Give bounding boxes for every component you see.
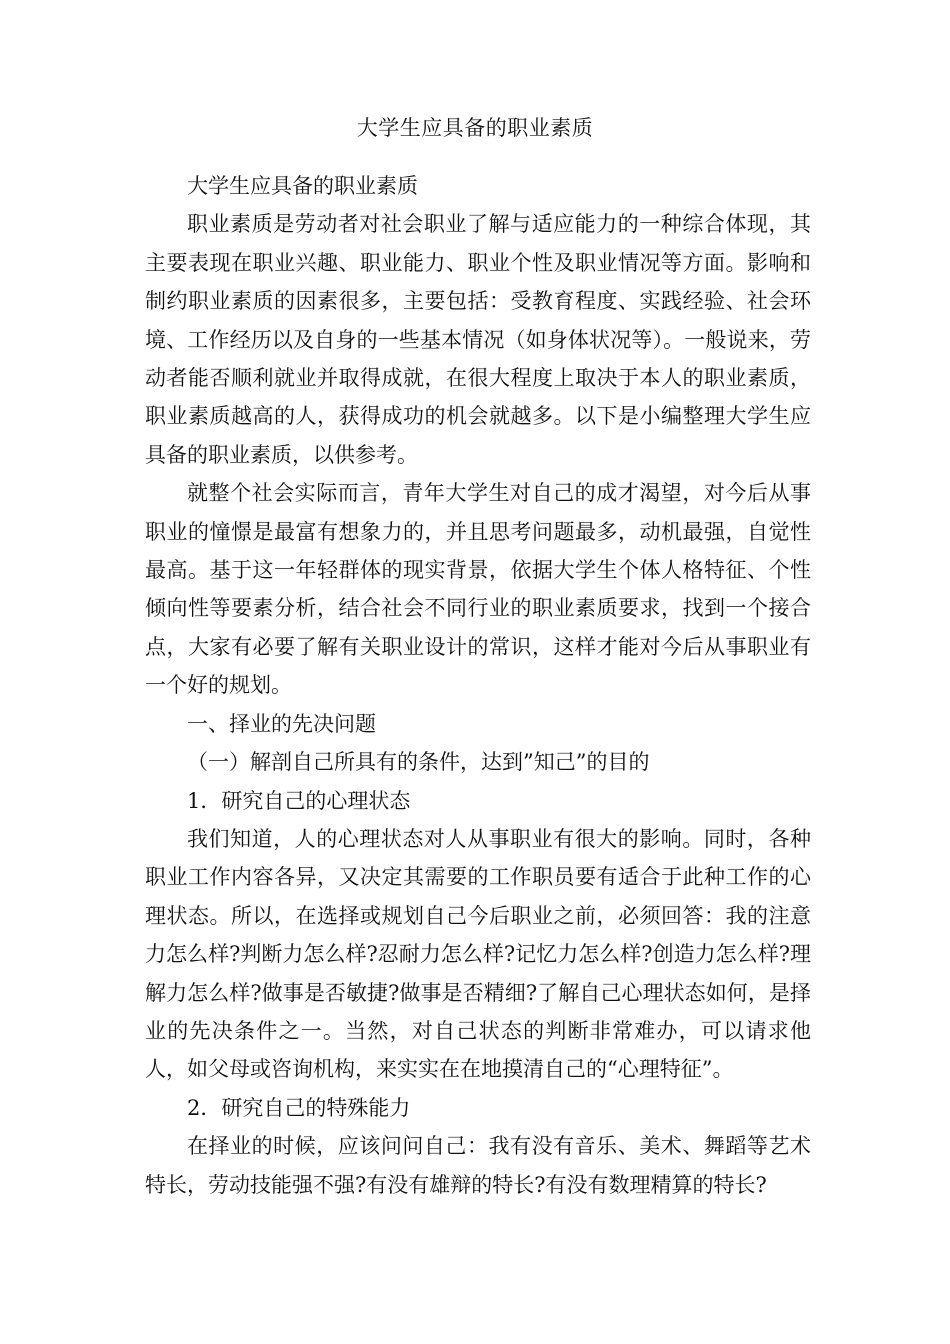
chapter-heading: 一、择业的先决问题 <box>187 711 376 736</box>
item-heading: 2．研究自己的特殊能力 <box>187 1095 411 1120</box>
intro-paragraph: 职业素质是劳动者对社会职业了解与适应能力的一种综合体现，其主要表现在职业兴趣、职业能力、职业个性及职业情况等方面。影响和制约职业素质的因素很多，主要包括：受教育程度、实践经验、社会环境、工作经历以及自身的一些基本情况（如身体状况等）。一般说来，劳动者能否顺利就业并取得成就，在很大程度上取决于本人的职业素质，职业素质越高的人，获得成功的机会就越多。以下是小编整理大学生应具备的职业素质，以供参考。 <box>145 212 811 467</box>
section-heading: 大学生应具备的职业素质 <box>187 174 418 198</box>
body-paragraph: 我们知道，人的心理状态对人从事职业有很大的影响。同时，各种职业工作内容各异，又决定其需要的工作职员要有适合于此种工作的心理状态。所以，在选择或规划自己今后职业之前，必须回答：我的注意力怎么样?判断力怎么样?忍耐力怎么样?记忆力怎么样?创造力怎么样?理解力怎么样?做事是否敏捷?做事是否精细?了解自己心理状态如何，是择业的先决条件之一。当然，对自己状态的判断非常难办，可以请求他人，如父母或咨询机构，来实实在在地摸清自己的“心理特征”。 <box>145 826 811 1082</box>
subsection-heading: （一）解剖自己所具有的条件，达到”知己”的目的 <box>187 750 650 775</box>
context-paragraph: 就整个社会实际而言，青年大学生对自己的成才渴望，对今后从事职业的憧憬是最富有想象力的，并且思考问题最多，动机最强，自觉性最高。基于这一年轻群体的现实背景，依据大学生个体人格特征、个性倾向性等要素分析，结合社会不同行业的职业素质要求，找到一个接合点，大家有必要了解有关职业设计的常识，这样才能对今后从事职业有一个好的规划。 <box>145 481 811 698</box>
item-heading: 1．研究自己的心理状态 <box>187 788 411 813</box>
document-body <box>145 167 811 1204</box>
document-title: 大学生应具备的职业素质 <box>356 116 594 140</box>
body-paragraph: 在择业的时候，应该问问自己：我有没有音乐、美术、舞蹈等艺术特长，劳动技能强不强?有没有雄辩的特长?有没有数理精算的特长? <box>145 1134 811 1197</box>
